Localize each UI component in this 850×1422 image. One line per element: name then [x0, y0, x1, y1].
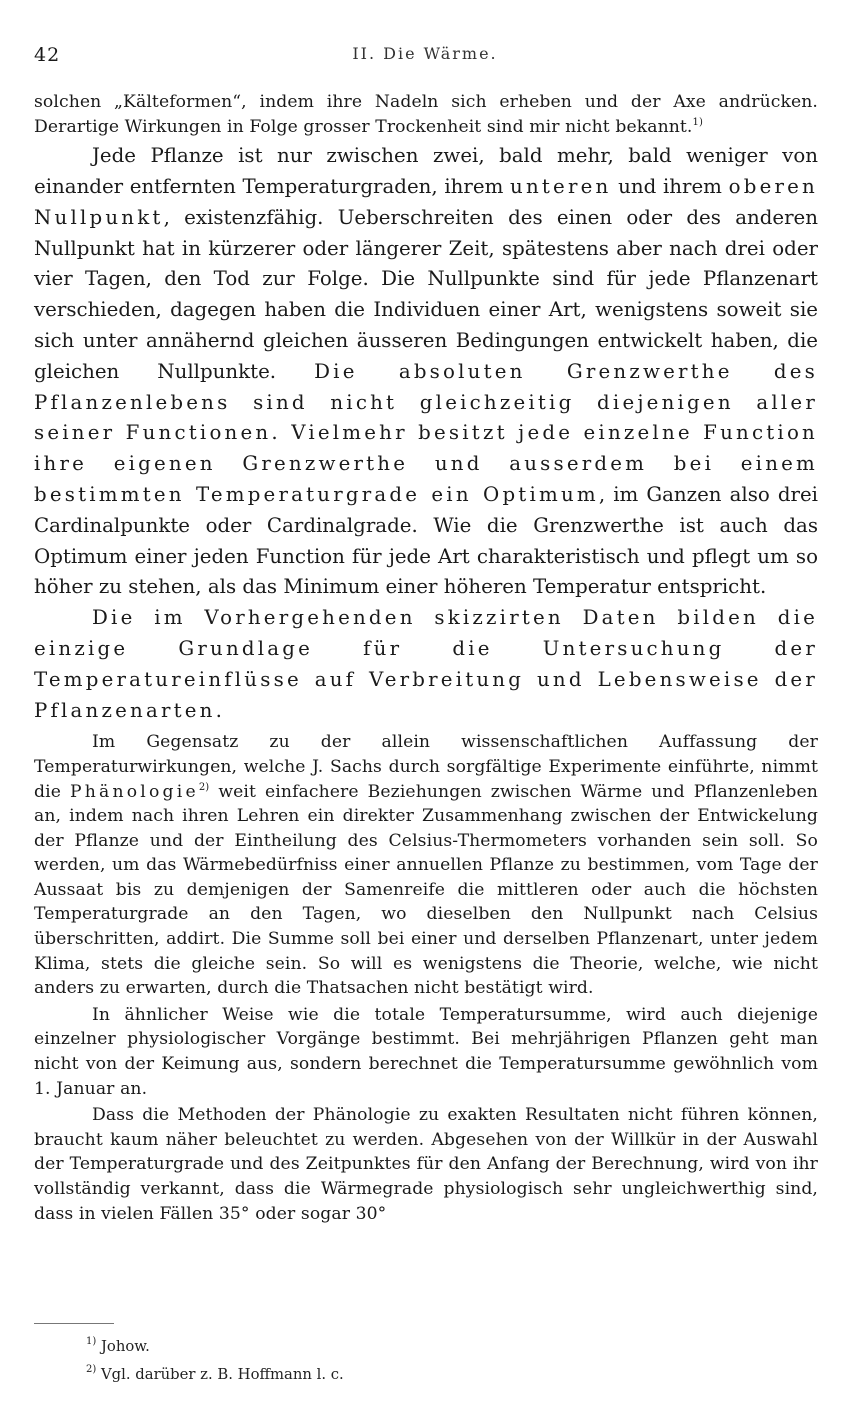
footnote-mark: 2)	[86, 1364, 97, 1375]
paragraph-text: weit einfachere Beziehungen zwischen Wärme und Pflanzenleben an, indem nach ihren Lehren ein direkter Zusammenhang zwischen der Entwickelung der Pflanze und der Eintheilung des Celsius-Thermometers vorhanden sein soll. So werden, um das Wärmebedürfniss einer annuellen Pflanze zu bestimmen, vom Tage der Aussaat bis zu demjenigen der Samenreife die mittleren oder auch die höchsten Temperaturgrade an den Tagen, wo dieselben den Nullpunkt nach Celsius überschritten, addirt. Die Summe soll bei einer und derselben Pflanzenart, unter jedem Klima, stets die gleiche sein. So will es wenigstens die Theorie, welche, wie nicht anders zu erwarten, durch die Thatsachen nicht bestätigt wird.	[34, 781, 818, 999]
running-head: II. Die Wärme.	[352, 44, 498, 63]
paragraph-text: , existenzfähig. Ueberschreiten des einen oder des anderen Nullpunkt hat in kürzerer oder längerer Zeit, spätestens aber nach drei oder vier Tagen, den Tod zur Folge. Die Nullpunkte sind für jede Pflanzenart verschieden, dagegen haben die Individuen einer Art, wenigstens soweit sie sich unter annähernd gleichen äusseren Bedingungen entwickelt haben, die gleichen Nullpunkte.	[34, 205, 818, 383]
paragraph-text: und ihrem	[611, 174, 729, 198]
paragraph-text: Jede Pflanze ist nur zwischen zwei, bald mehr, bald weniger von einander entfernten Temperaturgraden, ihrem	[34, 144, 818, 198]
paragraph-phaenologie	[34, 730, 818, 1001]
paragraph-text: Im Gegensatz zu der allein wissenschaftlichen Auffassung der Temperaturwirkungen, welche J. Sachs durch sorgfältige Experimente einführte, nimmt die	[34, 732, 818, 802]
footnote-1	[86, 1333, 344, 1361]
paragraph-temperatursumme: In ähnlicher Weise wie die totale Temperatursumme, wird auch diejenige einzelner physiologischer Vorgänge bestimmt. Bei mehrjährigen Pflanzen geht man nicht von der Keimung aus, sondern berechnet die Temperatursumme gewöhnlich vom 1. Januar an.	[34, 1004, 818, 1099]
paragraph-text: solchen „Kälteformen“, indem ihre Nadeln sich erheben und der Axe andrücken. Derartige Wirkungen in Folge grosser Trockenheit sind mir nicht bekannt.	[34, 92, 818, 137]
emphasis-phaenologie: Phänologie	[70, 781, 199, 802]
paragraph-continuation	[34, 90, 818, 139]
footnote-mark: 1)	[86, 1336, 97, 1347]
paragraph-methoden: Dass die Methoden der Phänologie zu exakten Resultaten nicht führen können, braucht kaum näher beleuchtet zu werden. Abgesehen von der Willkür in der Auswahl der Temperaturgrade und des Zeitpunktes für den Anfang der Berechnung, wird von ihr vollständig verkannt, dass die Wärmegrade physiologisch sehr ungleichwerthig sind, dass in vielen Fällen 35° oder sogar 30°	[34, 1105, 818, 1224]
body-text	[34, 90, 818, 1226]
page-number: 42	[34, 44, 61, 66]
footnote-2	[86, 1361, 344, 1389]
emphasis-grenzwerthe: Die absoluten Grenzwerthe des Pflanzenlebens sind nicht gleichzeitig diejenigen aller seiner Functionen. Vielmehr besitzt jede einzelne Function ihre eigenen Grenzwerthe und ausserdem bei einem bestimmten Temperaturgrade ein Optimum	[34, 359, 818, 506]
footnote-divider	[34, 1323, 114, 1324]
page-header	[34, 44, 816, 68]
footnote-text: Vgl. darüber z. B. Hoffmann l. c.	[100, 1366, 344, 1383]
footnote-text: Johow.	[100, 1338, 150, 1355]
footnotes	[86, 1333, 344, 1389]
footnote-ref: 2)	[198, 781, 210, 793]
emphasis-unteren: unteren	[510, 174, 612, 198]
emphasis-oberen-nullpunkt: oberen Nullpunkt	[34, 174, 818, 229]
paragraph-text: , im Ganzen also drei Cardinalpunkte oder Cardinalgrade. Wie die Grenzwerthe ist auch das Optimum einer jeden Function für jede Art charakteristisch und pflegt um so höher zu stehen, als das Minimum einer höheren Temperatur entspricht.	[34, 482, 818, 599]
paragraph-nullpunkte	[34, 141, 818, 603]
paragraph-grundlage: Die im Vorhergehenden skizzirten Daten bilden die einzige Grundlage für die Untersuchung der Temperatureinflüsse auf Verbreitung und Lebensweise der Pflanzenarten.	[34, 606, 818, 722]
footnote-ref: 1)	[692, 116, 703, 128]
